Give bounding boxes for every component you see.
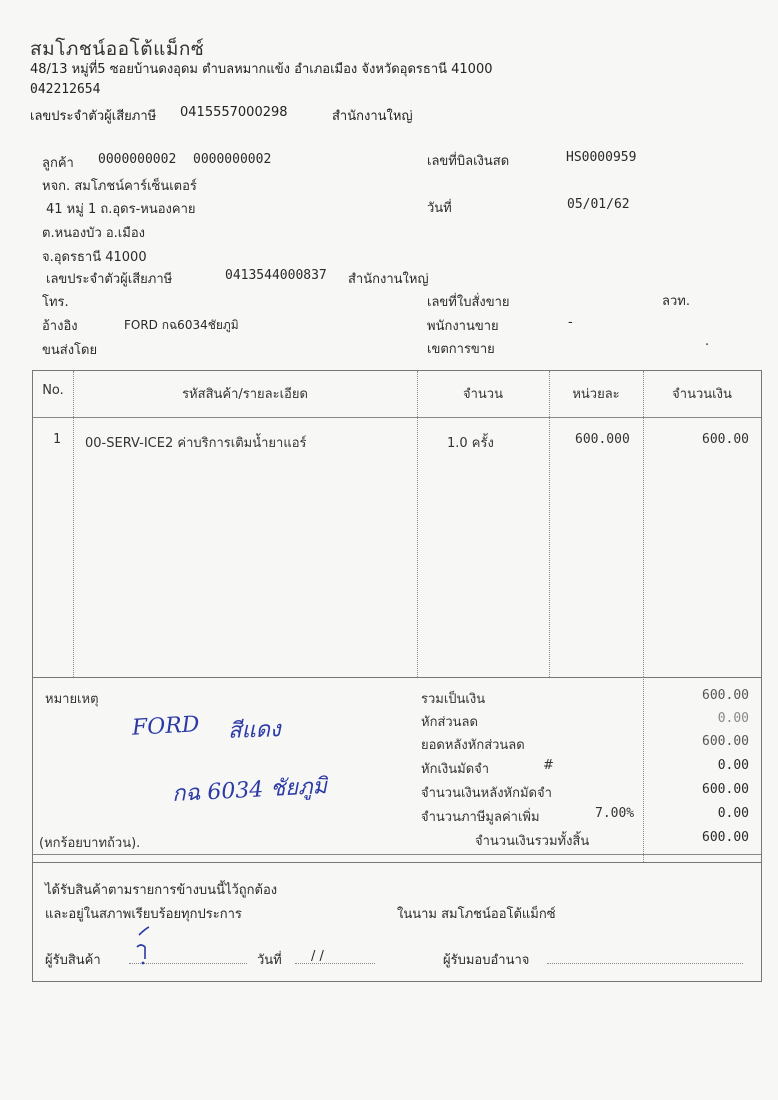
- company-phone: 042212654: [30, 82, 101, 97]
- company-name: สมโภชน์ออโต้แม็กซ์: [30, 38, 205, 60]
- company-branch: สำนักงานใหญ่: [332, 109, 413, 124]
- row-amount: 600.00: [702, 432, 749, 447]
- customer-tax-id: 0413544000837: [225, 268, 327, 283]
- receipt-line-2: และอยู่ในสภาพเรียบร้อยทุกประการ: [45, 907, 242, 922]
- on-behalf-of: ในนาม สมโภชน์ออโต้แม็กซ์: [397, 907, 556, 922]
- customer-code-1: 0000000002: [98, 152, 177, 167]
- bill-number: HS0000959: [566, 150, 637, 165]
- customer-phone-label: โทร.: [42, 295, 69, 310]
- customer-address-2: ต.หนองบัว อ.เมือง: [42, 226, 145, 241]
- summary-section: [32, 676, 762, 863]
- header-quantity: จำนวน: [463, 387, 503, 402]
- after-discount-value: 600.00: [702, 734, 749, 749]
- after-discount-label: ยอดหลังหักส่วนลด: [421, 738, 525, 753]
- lawth-label: ลวท.: [662, 294, 690, 309]
- authorized-label: ผู้รับมอบอำนาจ: [443, 953, 530, 968]
- receiver-signature-mark: [133, 925, 157, 965]
- vat-label: จำนวนภาษีมูลค่าเพิ่ม: [421, 810, 540, 825]
- summary-divider: [643, 676, 644, 862]
- customer-address-1: 41 หมู่ 1 ถ.อุดร-หนองคาย: [46, 202, 196, 217]
- after-deposit-label: จำนวนเงินหลังหักมัดจำ: [421, 786, 552, 801]
- row-no: 1: [53, 432, 61, 447]
- deposit-mark: #: [543, 758, 554, 773]
- sales-order-label: เลขที่ใบสั่งขาย: [427, 295, 510, 310]
- table-header-divider: [33, 417, 761, 418]
- handwritten-plate: กฉ 6034 ชัยภูมิ: [171, 773, 328, 808]
- sales-area-value: .: [705, 334, 710, 349]
- sales-area-label: เขตการขาย: [427, 342, 495, 357]
- reference-value: FORD กฉ6034ชัยภูมิ: [124, 318, 239, 332]
- header-unit-price: หน่วยละ: [572, 387, 620, 402]
- receipt-date-slashes: / /: [311, 949, 324, 964]
- col-divider-3: [549, 371, 550, 677]
- grand-total-label: จำนวนเงินรวมทั้งสิ้น: [475, 834, 590, 849]
- items-table: [32, 370, 762, 678]
- discount-value: 0.00: [717, 711, 749, 726]
- reference-label: อ้างอิง: [42, 319, 78, 334]
- bill-date: 05/01/62: [567, 197, 630, 212]
- bill-number-label: เลขที่บิลเงินสด: [427, 154, 510, 169]
- customer-name: หจก. สมโภชน์คาร์เซ็นเตอร์: [42, 179, 197, 194]
- col-divider-2: [417, 371, 418, 677]
- deposit-label: หักเงินมัดจำ: [421, 762, 490, 777]
- vat-rate: 7.00%: [595, 806, 635, 821]
- col-divider-4: [643, 371, 644, 677]
- row-description: 00-SERV-ICE2 ค่าบริการเติมน้ำยาแอร์: [85, 436, 307, 451]
- discount-label: หักส่วนลด: [421, 715, 478, 730]
- row-unit-price: 600.000: [575, 432, 630, 447]
- summary-bottom-line: [33, 854, 761, 855]
- company-tax-id-label: เลขประจำตัวผู้เสียภาษี: [30, 109, 157, 124]
- remark-label: หมายเหตุ: [45, 692, 99, 707]
- amount-in-words: (หกร้อยบาทถ้วน).: [39, 836, 141, 851]
- customer-address-3: จ.อุดรธานี 41000: [42, 250, 147, 265]
- receipt-line-1: ได้รับสินค้าตามรายการข้างบนนี้ไว้ถูกต้อง: [45, 883, 278, 898]
- shipping-label: ขนส่งโดย: [42, 343, 98, 358]
- salesperson-value: -: [568, 315, 573, 330]
- after-deposit-value: 600.00: [702, 782, 749, 797]
- company-address: 48/13 หมู่ที่5 ซอยบ้านดงอุดม ตำบลหมากแข้ง อำเภอเมือง จังหวัดอุดรธานี 41000: [30, 62, 493, 77]
- header-no: No.: [42, 383, 64, 398]
- deposit-value: 0.00: [717, 758, 749, 773]
- subtotal-value: 600.00: [702, 688, 749, 703]
- salesperson-label: พนักงานขาย: [427, 319, 499, 334]
- date-label: วันที่: [427, 201, 452, 216]
- col-divider-1: [73, 371, 74, 677]
- authorized-signature-line: [547, 963, 743, 964]
- receipt-section: [32, 862, 762, 982]
- receipt-date-label: วันที่: [257, 953, 282, 968]
- customer-label: ลูกค้า: [42, 156, 74, 171]
- handwritten-color: สีแดง: [227, 717, 282, 744]
- customer-branch: สำนักงานใหญ่: [348, 272, 429, 287]
- header-description: รหัสสินค้า/รายละเอียด: [182, 387, 308, 402]
- grand-total-value: 600.00: [702, 830, 749, 845]
- handwritten-ford: FORD: [131, 712, 201, 741]
- subtotal-label: รวมเป็นเงิน: [421, 692, 486, 707]
- row-quantity: 1.0 ครั้ง: [447, 436, 494, 451]
- customer-code-2: 0000000002: [193, 152, 272, 167]
- receipt-date-line: [295, 963, 375, 964]
- company-tax-id: 0415557000298: [180, 105, 288, 120]
- customer-tax-id-label: เลขประจำตัวผู้เสียภาษี: [46, 272, 173, 287]
- vat-value: 0.00: [717, 806, 749, 821]
- receiver-label: ผู้รับสินค้า: [45, 953, 101, 968]
- header-amount: จำนวนเงิน: [672, 387, 732, 402]
